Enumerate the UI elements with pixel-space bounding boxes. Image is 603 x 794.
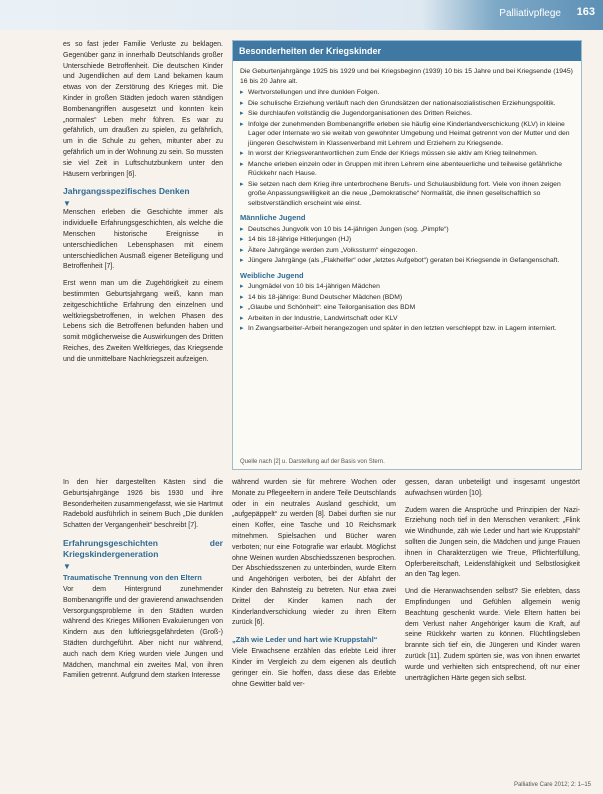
list-item: ▸ Ältere Jahrgänge werden zum „Volkssturm“ eingezogen. (240, 246, 574, 256)
paragraph: gessen, daran unbeteiligt und insgesamt ungestört aufwachsen würden [10]. (405, 479, 580, 497)
arrow-down-icon: ▼ (63, 561, 71, 571)
paragraph: Und die Heranwachsenden selbst? Sie erlebten, dass Empfindungen und Gefühlen allgemein wenig Beachtung geschenkt wurde. Viele Eltern hatten bei dem Verlust naher Angehöriger kaum die Kraft, auf seine Rückkehr warten zu können. Flüchtlingsleben brannte sich tief ein, die Jüngeren und Kinder waren zurück [11]. Zudem spürten sie, was von ihnen erwartet wurde und verhielten sich entsprechend, oft nur einer unerträglichen Härte gegen sich selbst. (405, 588, 580, 682)
page-footer: Palliative Care 2012; 2: 1–15 (513, 782, 591, 788)
paragraph: Menschen erleben die Geschichte immer als individuelle Erfahrungsgeschichten, als welche die Menschen historische Ereignisse in unterschiedlichen Lebensphasen mit einem unterschiedlichen Ausmaß eigener Beteiligung und Betroffenheit [7]. (63, 209, 223, 271)
info-box-list (240, 88, 574, 208)
info-box-source: Quelle nach [2] u. Darstellung auf der Basis von Stern. (240, 459, 385, 465)
paragraph: Erst wenn man um die Zugehörigkeit zu einem bestimmten Geburtsjahrgang weiß, kann man zeitgeschichtliche Erfahrung den einzelnen und weltkriegsbetroffenen, in welchen Phasen des Lebens sich die Betroffenen befunden haben und somit möglicherweise die Auswirkungen des Dritten Reiches, des Zweiten Weltkrieges, das Kriegsende und die unmittelbare Nachkriegszeit aufzeigen. (63, 280, 223, 363)
list-item: ▸ 14 bis 18-jährige: Bund Deutscher Mädchen (BDM) (240, 293, 574, 303)
section-heading: Jahrgangsspezifisches Denken (63, 186, 190, 197)
info-box-subheading: Weibliche Jugend (240, 270, 304, 280)
info-box-title: Besonderheiten der Kriegskinder (233, 41, 581, 61)
list-item: ▸ 14 bis 18-jährige Hitlerjungen (HJ) (240, 235, 574, 245)
list-item: ▸ Jungmädel von 10 bis 14-jährigen Mädchen (240, 282, 574, 292)
paragraph: Zudem waren die Ansprüche und Prinzipien der Nazi-Erziehung noch tief in den Menschen verankert: „Flink wie Windhunde, zäh wie Leder und hart wie Kruppstahl“ sollten die Jungen sein, die Mädchen und junge Frauen ihnen in Charakterzügen wie Treue, Pflichterfüllung, Opferbereitschaft, Leidensfähigkeit und Selbstlosigkeit an den Tag legen. (405, 506, 580, 579)
section-heading: Erfahrungsgeschichten der Kriegskindergeneration (63, 537, 223, 559)
section-title: Palliativpflege (499, 8, 561, 19)
bottom-column-2 (232, 478, 396, 696)
bottom-column-1 (63, 478, 223, 688)
left-column (63, 40, 223, 372)
list-item: ▸ Infolge der zunehmenden Bombenangriffe erleben sie häufig eine Kinderlandverschickung (KLV) in kleine Lager oder Internate wo sie weitab von gewohnter Umgebung und Heimat getrennt von der Mutter und den jüngeren Geschwistern in Klassenverband mit Lehrern und Erziehern zu Kriegsende. (240, 120, 574, 149)
bottom-column-3 (405, 478, 580, 690)
subsection-heading: „Zäh wie Leder und hart wie Kruppstahl“ (232, 635, 378, 645)
list-item: ▸ Wertvorstellungen und ihre dunklen Folgen. (240, 88, 574, 98)
list-item: ▸ In Zwangsarbeiter-Arbeit herangezogen und später in den letzten verschleppt bzw. in Lagern interniert. (240, 324, 574, 334)
info-box-list (240, 225, 574, 266)
paragraph: während wurden sie für mehrere Wochen oder Monate zu Pflegeeltern in andere Teile Deutschlands oder in ein neutrales Ausland geschickt, um „aufgepäppelt“ zu werden [8]. Dabei durften sie nur einen Koffer, eine Tasche und 10 Reichsmark mitnehmen. Spielsachen und Bücher waren verboten; nur eine Fotografie war erlaubt. Möglichst ohne Weinen wurden Abschiedsszenen besprochen. Der Abschiedsszenen zu unterbinden, wurde Eltern und Angehörigen verboten, bei der Abfahrt der Kinder den Bahnsteig zu betreten. Nur etwa zwei Drittel der Kinder kamen nach der Kinderlandverschickung wieder zu ihren Eltern zurück [6]. (232, 479, 396, 627)
list-item: ▸ „Glaube und Schönheit“: eine Teilorganisation des BDM (240, 303, 574, 313)
list-item: ▸ Arbeiten in der Industrie, Landwirtschaft oder KLV (240, 314, 574, 324)
paragraph: Viele Erwachsene erzählen das erlebte Leid ihrer Kinder im Vergleich zu dem eigenen als deutlich geringer ein. Sie hoffen, dass diese das Erlebte ohne Gewitter bald ver- (232, 648, 396, 688)
list-item: ▸ Sie setzen nach dem Krieg ihre unterbrochene Berufs- und Schulausbildung fort. Viele von ihnen zeigen große Anpassungswilligkeit an die neue „Demokratische“ Normalität, die ihnen gesellschaftlich so selbstverständlich erscheint wie einst. (240, 180, 574, 209)
list-item: ▸ Die schulische Erziehung verläuft nach den Grundsätzen der nationalsozialistischen Erziehungspolitik. (240, 99, 574, 109)
paragraph: es so fast jeder Familie Verluste zu beklagen. Gegenüber ganz in innerhalb Deutschlands großer Unterschiede Betroffenheit. Die deutschen Kinder und Jugendlichen auf dem Land bekamen kaum etwas von der Zerstörung des Krieges mit. Die Kinder in großen Städten jedoch waren ständigen Bombenangriffen ausgesetzt und konnten kein „normales“ Leben mehr führen. Es war zu gefährlich, um draußen zu spielen, zu gefährlich, um in die Schule zu gehen, mitunter aber zu gefährlich um in der Wohnung zu sein. So mussten sie viel Zeit in Luftschutzbunkern unter den Häusern verbringen [6]. (63, 41, 223, 178)
list-item: ▸ Manche erleben einzeln oder in Gruppen mit ihren Lehrern eine abenteuerliche und teilweise gefährliche Rückkehr nach Hause. (240, 160, 574, 179)
info-box-list (240, 282, 574, 334)
info-box-intro: Die Geburtenjahrgänge 1925 bis 1929 und bei Kriegsbeginn (1939) 10 bis 15 Jahre und bei Kriegsende (1945) 16 bis 20 Jahre alt. (240, 68, 573, 85)
info-box (232, 40, 582, 470)
paragraph: In den hier dargestellten Kästen sind die Geburtsjahrgänge 1926 bis 1930 und ihre Besonderheiten zusammengefasst, wie sie Hartmut Radebold ausführlich in seinem Buch „Die dunklen Schatten der Vergangenheit“ beschreibt [7]. (63, 479, 223, 530)
subsection-heading: Traumatische Trennung von den Eltern (63, 572, 202, 582)
list-item: ▸ Jüngere Jahrgänge (als „Flakhelfer“ oder „letztes Aufgebot“) geraten bei Kriegsende in Gefangenschaft. (240, 256, 574, 266)
page-header (0, 0, 603, 30)
list-item: ▸ Sie durchlaufen vollständig die Jugendorganisationen des Dritten Reiches. (240, 109, 574, 119)
list-item: ▸ Deutsches Jungvolk von 10 bis 14-jährigen Jungen (sog. „Pimpfe“) (240, 225, 574, 235)
list-item: ▸ In worst der Kriegsverantwortlichen zum Ende der Kriegs müssen sie aktiv am Krieg teilnehmen. (240, 149, 574, 159)
info-box-subheading: Männliche Jugend (240, 213, 306, 222)
page-number: 163 (576, 6, 595, 18)
arrow-down-icon: ▼ (63, 199, 71, 209)
paragraph: Vor dem Hintergrund zunehmender Bombenangriffe und der gravierend anwachsenden Versorgungsprobleme in den Städten wurden während des Krieges Millionen Evakuierungen von Kindern aus den luftkriegsgefährdeten (Groß-) Städten durchgeführt. Aber nicht nur während, auch nach dem Krieg wurden viele Jungen und Mädchen, manchmal ein zweites Mal, von ihren Familien getrennt. Aufgrund dem starken Interesse (63, 585, 223, 680)
